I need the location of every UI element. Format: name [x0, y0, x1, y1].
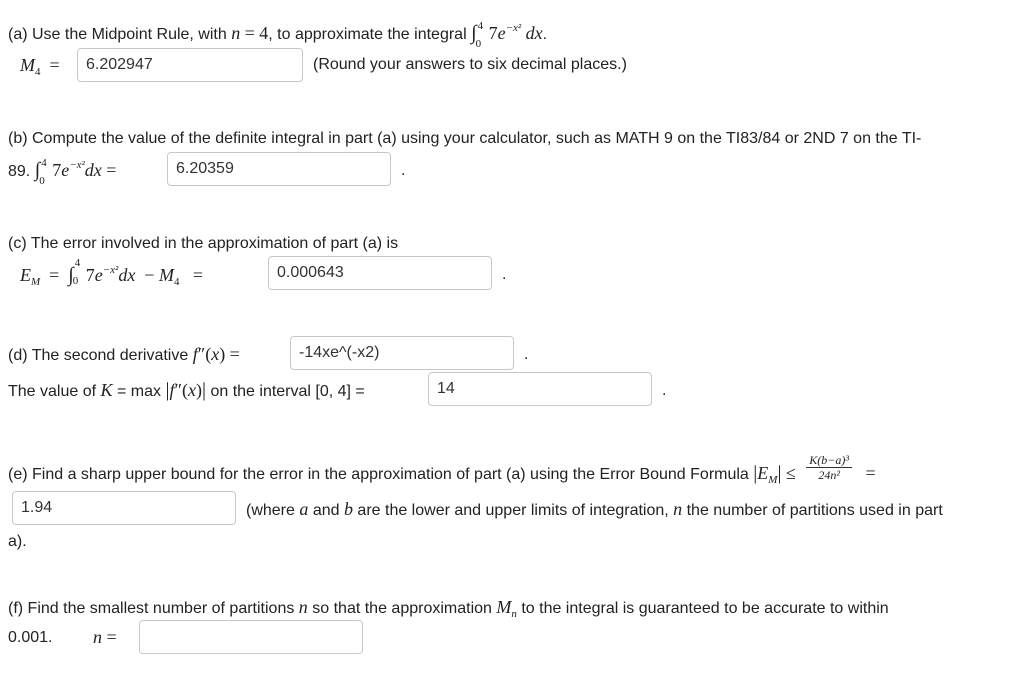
part-a-question: (a) Use the Midpoint Rule, with n = 4, to approximate the integral ∫ 4 0 $7e^{-x^2}$ dx.: [8, 20, 548, 50]
part-e-tail: a).: [8, 533, 27, 550]
part-b-integral: 89. ∫ 4 0 $7e^{-x^2}dx$ =: [8, 157, 117, 187]
part-f-tolerance: 0.001.: [8, 629, 53, 646]
part-b-question: (b) Compute the value of the definite integral in part (a) using your calculator, such as MATH 9 on the TI83/84 or 2ND 7 on the TI-: [8, 130, 922, 147]
part-d-period-1: .: [524, 346, 529, 363]
m4-answer-input[interactable]: [77, 48, 303, 82]
error-answer-input[interactable]: [268, 256, 492, 290]
round-note: (Round your answers to six decimal places.): [313, 56, 627, 73]
m4-label: $M_4$ =: [20, 55, 60, 78]
n-label: n =: [93, 627, 117, 647]
error-bound-input[interactable]: [12, 491, 236, 525]
part-d-k-question: The value of K = max |f″(x)| on the interval [0, 4] =: [8, 379, 365, 401]
part-c-question: (c) The error involved in the approximation of part (a) is: [8, 235, 399, 252]
part-f-question: (f) Find the smallest number of partitions n so that the approximation $M_n$ to the integral is guaranteed to be accurate to within: [8, 597, 889, 620]
error-expression: $E_M$ = ∫ 4 0 $7e^{-x^2}dx - M_4$ =: [20, 257, 204, 288]
integral-answer-input[interactable]: [167, 152, 391, 186]
part-e-note: (where a and b are the lower and upper limits of integration, n the number of partitions used in part: [246, 499, 943, 519]
part-e-question: (e) Find a sharp upper bound for the error in the approximation of part (a) using the Error Bound Formula $|E_M|$ ≤ $\frac{\text{K(b−a)³}}{\text{24n²}}$ =: [8, 453, 876, 486]
k-value-input[interactable]: [428, 372, 652, 406]
partitions-answer-input[interactable]: [139, 620, 363, 654]
part-b-period: .: [401, 162, 406, 179]
second-derivative-input[interactable]: [290, 336, 514, 370]
part-d-question: (d) The second derivative f″(x) =: [8, 344, 240, 364]
part-c-period: .: [502, 266, 507, 283]
part-d-period-2: .: [662, 382, 667, 399]
